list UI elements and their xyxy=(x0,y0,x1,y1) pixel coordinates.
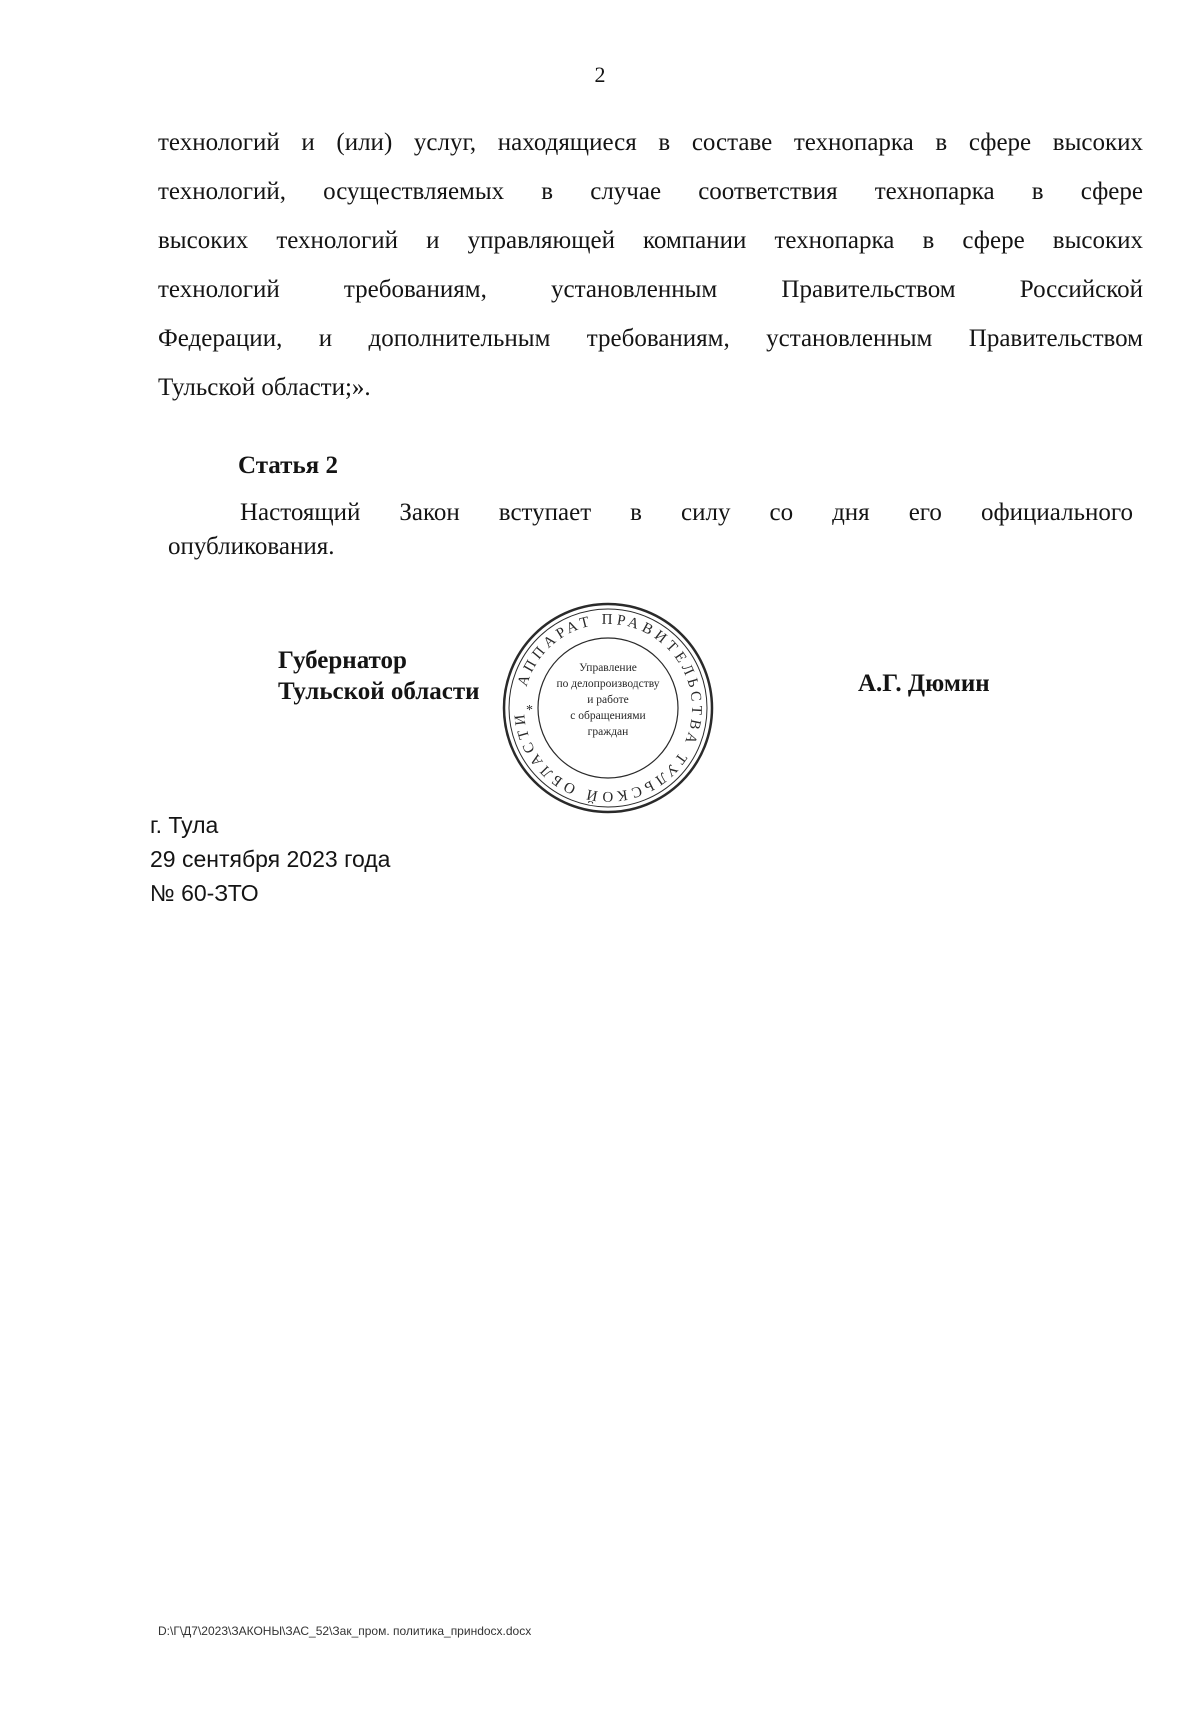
seal-center-line: граждан xyxy=(587,726,629,738)
seal-center-line: по делопроизводству xyxy=(556,678,660,690)
article-heading: Статья 2 xyxy=(238,452,338,479)
article-body xyxy=(168,496,1133,564)
paragraph-line: Тульской области;». xyxy=(158,374,371,401)
seal-ring-text: АППАРАТ ПРАВИТЕЛЬСТВА ТУЛЬСКОЙ ОБЛАСТИ xyxy=(511,611,705,805)
seal-center-line: с обращениями xyxy=(570,710,646,722)
paragraph-line: технологий требованиям, установленным Правительством Российской xyxy=(158,276,1143,303)
governor-name: А.Г. Дюмин xyxy=(858,670,990,697)
paragraph-line: технологий и (или) услуг, находящиеся в составе технопарка в сфере высоких xyxy=(158,129,1143,156)
paragraph-line: технологий, осуществляемых в случае соответствия технопарка в сфере xyxy=(158,178,1143,205)
law-number: № 60-ЗТО xyxy=(150,880,259,906)
governor-title-line: Тульской области xyxy=(278,678,480,705)
footer-file-path: D:\Г\Д7\2023\ЗАКОНЫ\ЗАС_52\Зак_пром. политика_принdocx.docx xyxy=(158,1624,532,1638)
seal-center-text xyxy=(526,660,690,740)
seal-center-line: и работе xyxy=(587,694,629,706)
article-body-line: опубликования. xyxy=(168,533,335,560)
seal-star: * xyxy=(526,703,533,718)
law-date: 29 сентября 2023 года xyxy=(150,846,391,872)
law-paragraph xyxy=(158,118,1143,412)
article-body-line: Настоящий Закон вступает в силу со дня его официального xyxy=(240,499,1133,526)
paragraph-line: высоких технологий и управляющей компании технопарка в сфере высоких xyxy=(158,227,1143,254)
seal-center-line: Управление xyxy=(579,662,637,674)
page-number: 2 xyxy=(594,62,606,87)
place-date-block xyxy=(150,808,390,910)
paragraph-line: Федерации, и дополнительным требованиям, установленным Правительством xyxy=(158,325,1143,352)
governor-title xyxy=(278,645,480,707)
official-seal xyxy=(496,596,720,820)
city: г. Тула xyxy=(150,812,219,838)
governor-title-line: Губернатор xyxy=(278,647,407,674)
